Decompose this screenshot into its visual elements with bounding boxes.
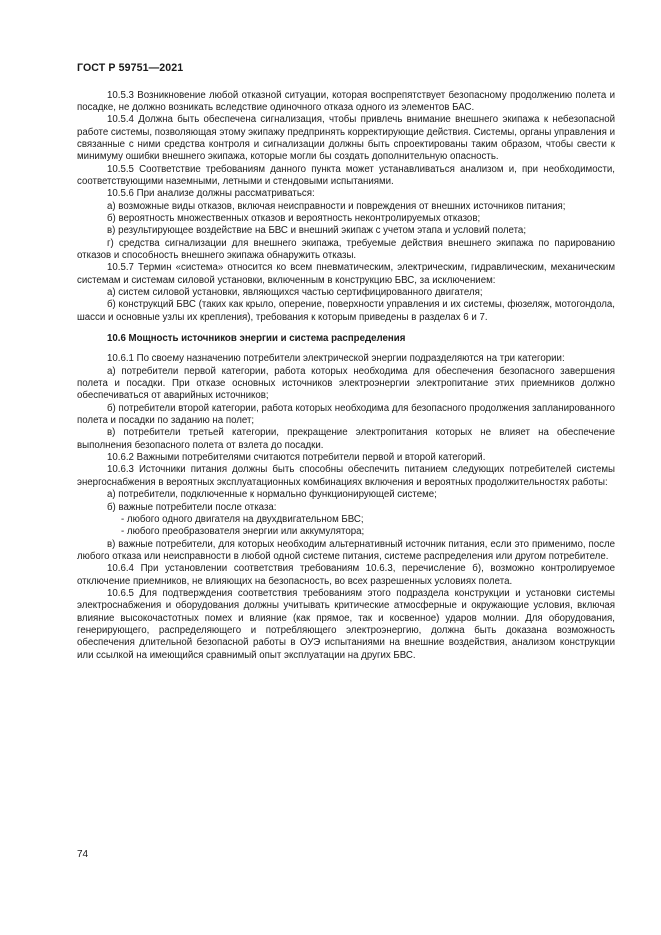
page-number: 74 (77, 849, 89, 860)
paragraph-10-5-4: 10.5.4 Должна быть обеспечена сигнализация, чтобы привлечь внимание внешнего экипажа к небезопасной работе системы, позволяющая этому экипажу предпринять корректирующие действия. Системы, органы управления и связанные с ними средства контроля и сигнализации должны быть спроектированы таким образом, чтобы свести к минимуму ошибки внешнего экипажа, которые могли бы создать дополнительную опасность. (77, 114, 616, 163)
standard-header: ГОСТ Р 59751—2021 (77, 62, 184, 74)
list-item-10-6-1-a: а) потребители первой категории, работа которых необходима для обеспечения безопасного завершения полета и посадки. При отказе основных источников электроэнергии электропитание этих приемников должно обеспечиваться от аварийных источников; (77, 365, 615, 402)
paragraph-10-6-2: 10.6.2 Важными потребителями считаются потребители первой и второй категорий. (107, 452, 486, 464)
list-item-10-5-6-v: в) результирующее воздействие на БВС и внешний экипаж с учетом этапа и условий полета; (107, 225, 527, 237)
list-item-10-6-1-v: в) потребители третьей категории, прекращение электропитания которых не влияет на обеспечение выполнения безопасного полета от взлета до посадки. (77, 427, 615, 451)
section-heading-10-6: 10.6 Мощность источников энергии и система распределения (107, 333, 406, 345)
paragraph-10-6-4: 10.6.4 При установлении соответствия требованиям 10.6.3, перечисление б), возможно контролируемое отключение приемников, не влияющих на безопасность, во всех разрешенных условиях полета. (77, 563, 615, 587)
list-item-10-5-6-g: г) средства сигнализации для внешнего экипажа, требуемые действия внешнего экипажа по парированию отказов и способность внешнего экипажа обнаружить отказы. (77, 237, 615, 261)
paragraph-10-5-7: 10.5.7 Термин «система» относится ко всем пневматическим, электрическим, гидравлическим, механическим системам и системам силовой установки, включенным в конструкцию БВС, за исключением: (77, 262, 615, 286)
dash-item-converter: - любого преобразователя энергии или аккумулятора; (77, 526, 615, 538)
document-body (77, 90, 615, 662)
list-item-10-5-7-b: б) конструкций БВС (таких как крыло, оперение, поверхности управления и их системы, фюзеляж, мотогондола, шасси и основные узлы их крепления), требования к которым приведены в разделах 6 и 7. (77, 299, 615, 323)
paragraph-10-6-1: 10.6.1 По своему назначению потребители электрической энергии подразделяются на три категории: (107, 353, 565, 365)
list-item-10-5-6-b: б) вероятность множественных отказов и вероятность неконтролируемых отказов; (107, 212, 481, 224)
paragraph-10-6-3: 10.6.3 Источники питания должны быть способны обеспечить питанием следующих потребителей системы энергоснабжения в вероятных эксплуатационных комбинациях включения и вероятных продолжительностях работы: (77, 464, 615, 488)
paragraph-10-6-5: 10.6.5 Для подтверждения соответствия требованиям этого подраздела конструкции и установки системы электроснабжения и оборудования должны учитывать критические атмосферные и окружающие условия, включая влияние высокочастотных помех и влияние (как прямое, так и косвенное) удаpов молнии. Для оборудования, генерирующего, распределяющего и потребляющего электроэнергию, должна быть доказана возможность обеспечения длительной безопасной работы в ОУЭ испытаниями на внешние воздействия, анализом конструкции или ссылкой на имеющийся сравнимый опыт эксплуатации на других БВС. (77, 587, 615, 661)
list-item-10-6-3-a: а) потребители, подключенные к нормально функционирующей системе; (107, 489, 437, 501)
list-item-10-5-7-a: а) систем силовой установки, являющихся частью сертифицированного двигателя; (107, 287, 483, 298)
paragraph-10-5-6: 10.5.6 При анализе должны рассматриваться: (107, 188, 315, 200)
list-item-10-6-3-v: в) важные потребители, для которых необходим альтернативный источник питания, если это применимо, после любого отказа или неисправности в любой одной системе питания, системе распределения или другом потребителе. (77, 538, 615, 562)
paragraph-10-5-3: 10.5.3 Возникновение любой отказной ситуации, которая воспрепятствует безопасному продолжению полета и посадке, не должно возникать вследствие одиночного отказа одного из элементов БАС. (77, 89, 615, 113)
dash-item-engine: - любого одного двигателя на двухдвигательном БВС; (77, 514, 615, 526)
list-item-10-6-1-b: б) потребители второй категории, работа которых необходима для безопасного продолжения запланированного полета и посадки по заданию на полет; (77, 402, 615, 427)
paragraph-10-5-5: 10.5.5 Соответствие требованиям данного пункта может устанавливаться анализом и, при необходимости, соответствующими наземными, летными и стендовыми испытаниями. (77, 163, 615, 187)
list-item-10-5-6-a: а) возможные виды отказов, включая неисправности и повреждения от внешних источников питания; (107, 200, 566, 212)
list-item-10-6-3-b: б) важные потребители после отказа: (107, 501, 277, 513)
